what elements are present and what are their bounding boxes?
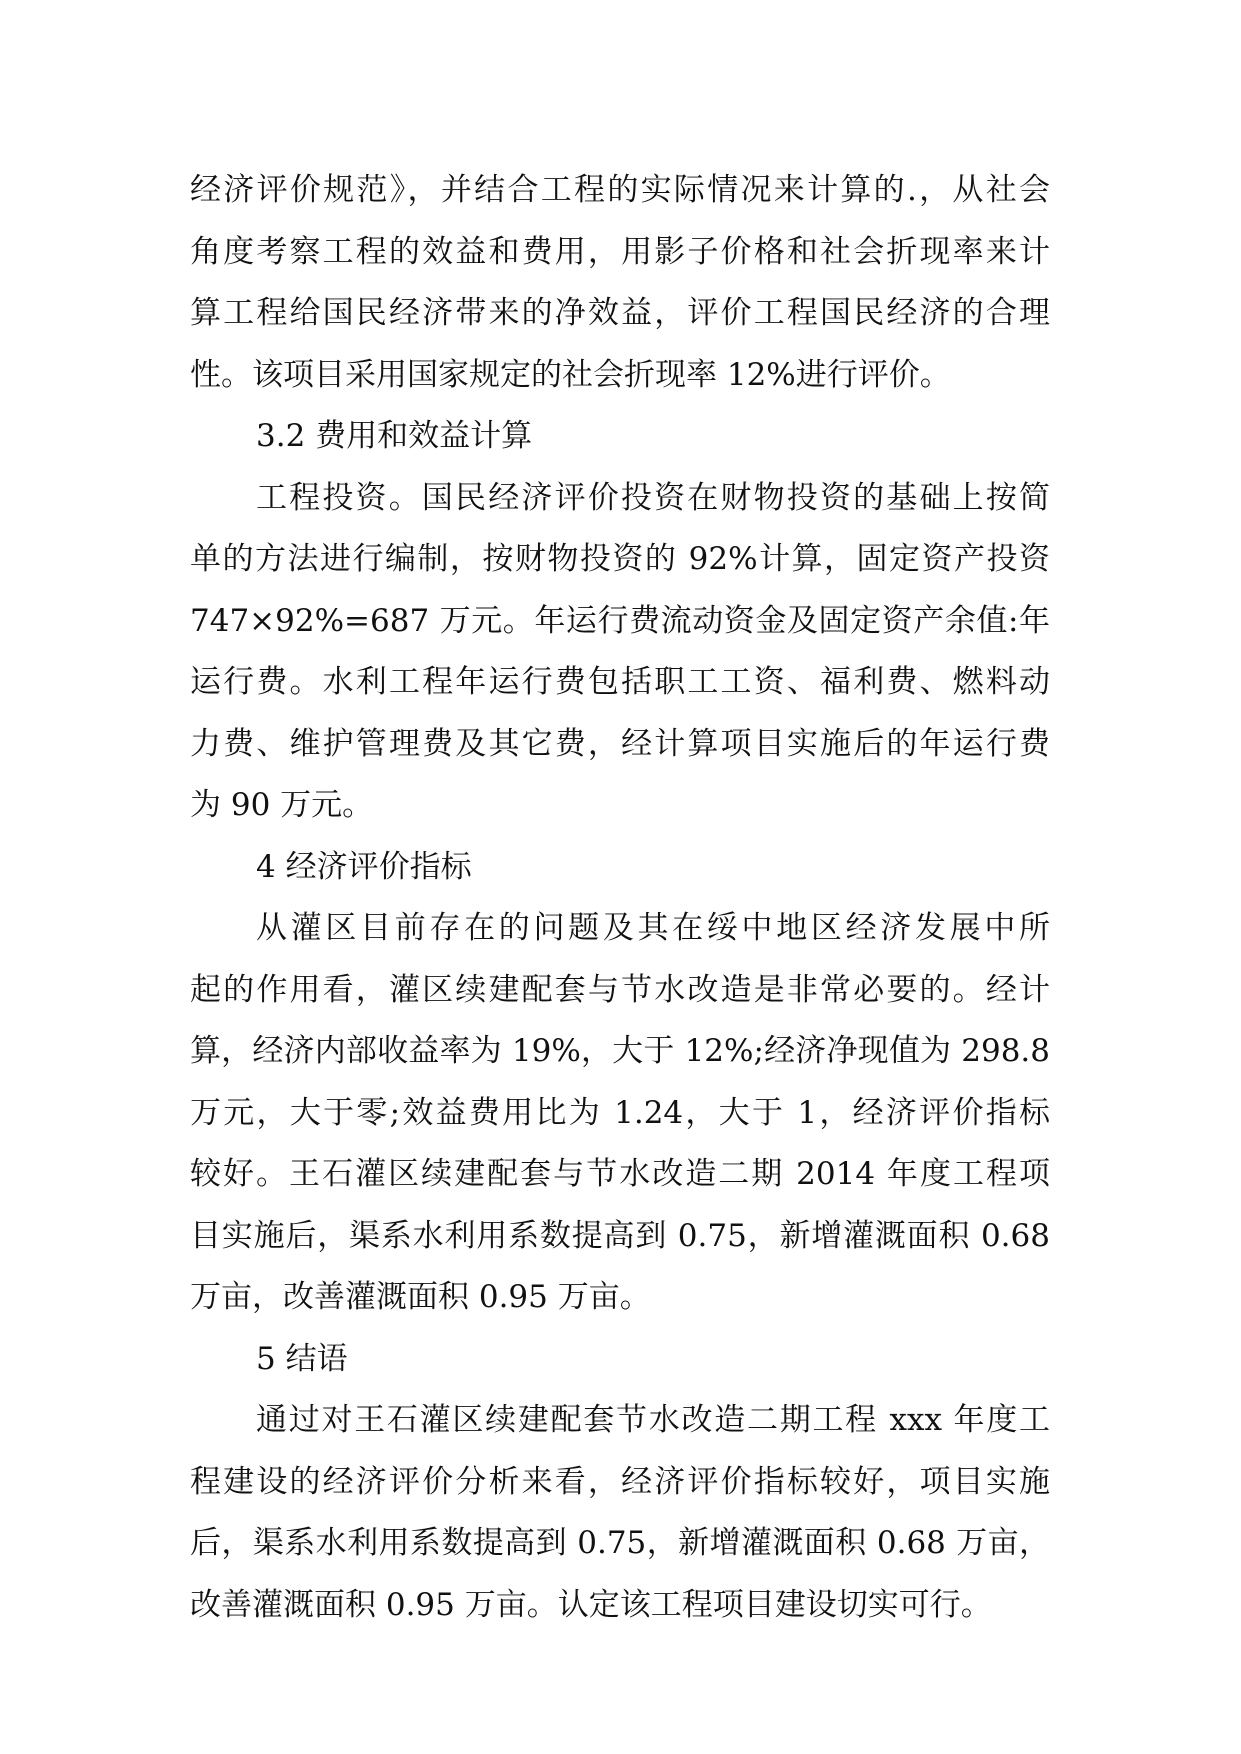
document-body: [190, 160, 1050, 1636]
text-line: 程建设的经济评价分析来看，经济评价指标较好，项目实施: [190, 1463, 1050, 1500]
paragraph-conclusion: [190, 1390, 1050, 1636]
text-line: 为 90 万元。: [190, 787, 374, 823]
text-line: 工程投资。国民经济评价投资在财物投资的基础上按简: [256, 479, 1050, 516]
text-line: 747×92%=687 万元。年运行费流动资金及固定资产余值:年: [190, 602, 1050, 639]
text-line: 算工程给国民经济带来的净效益，评价工程国民经济的合理: [190, 295, 1050, 331]
text-line: 角度考察工程的效益和费用，用影子价格和社会折现率来计: [190, 233, 1050, 270]
text-line: 算，经济内部收益率为 19%，大于 12%;经济净现值为 298.8: [190, 1033, 1050, 1069]
text-line: 后，渠系水利用系数提高到 0.75，新增灌溉面积 0.68 万亩，: [190, 1525, 1050, 1561]
text-line: 经济评价规范》，并结合工程的实际情况来计算的.，从社会: [190, 172, 1050, 208]
section-heading-3-2: [190, 406, 1050, 468]
text-line: 性。该项目采用国家规定的社会折现率 12%进行评价。: [190, 356, 951, 393]
heading-text: 4 经济评价指标: [256, 848, 472, 885]
text-line: 万亩，改善灌溉面积 0.95 万亩。: [190, 1279, 651, 1315]
section-heading-4: [190, 837, 1050, 899]
paragraph-investment: [190, 468, 1050, 837]
text-line: 单的方法进行编制，按财物投资的 92%计算，固定资产投资: [190, 541, 1050, 577]
paragraph-indicators: [190, 898, 1050, 1329]
text-line: 目实施后，渠系水利用系数提高到 0.75，新增灌溉面积 0.68: [190, 1217, 1050, 1254]
text-line: 通过对王石灌区续建配套节水改造二期工程 xxx 年度工: [256, 1402, 1050, 1438]
heading-text: 3.2 费用和效益计算: [256, 418, 533, 454]
heading-text: 5 结语: [256, 1340, 348, 1377]
text-line: 较好。王石灌区续建配套与节水改造二期 2014 年度工程项: [190, 1156, 1050, 1192]
text-line: 万元，大于零;效益费用比为 1.24，大于 1，经济评价指标: [190, 1094, 1050, 1131]
text-line: 改善灌溉面积 0.95 万亩。认定该工程项目建设切实可行。: [190, 1586, 992, 1623]
section-heading-5: [190, 1329, 1050, 1391]
text-line: 起的作用看，灌区续建配套与节水改造是非常必要的。经计: [190, 971, 1050, 1008]
paragraph-intro-continuation: [190, 160, 1050, 406]
text-line: 从灌区目前存在的问题及其在绥中地区经济发展中所: [256, 910, 1050, 946]
text-line: 力费、维护管理费及其它费，经计算项目实施后的年运行费: [190, 725, 1050, 762]
text-line: 运行费。水利工程年运行费包括职工工资、福利费、燃料动: [190, 664, 1050, 700]
